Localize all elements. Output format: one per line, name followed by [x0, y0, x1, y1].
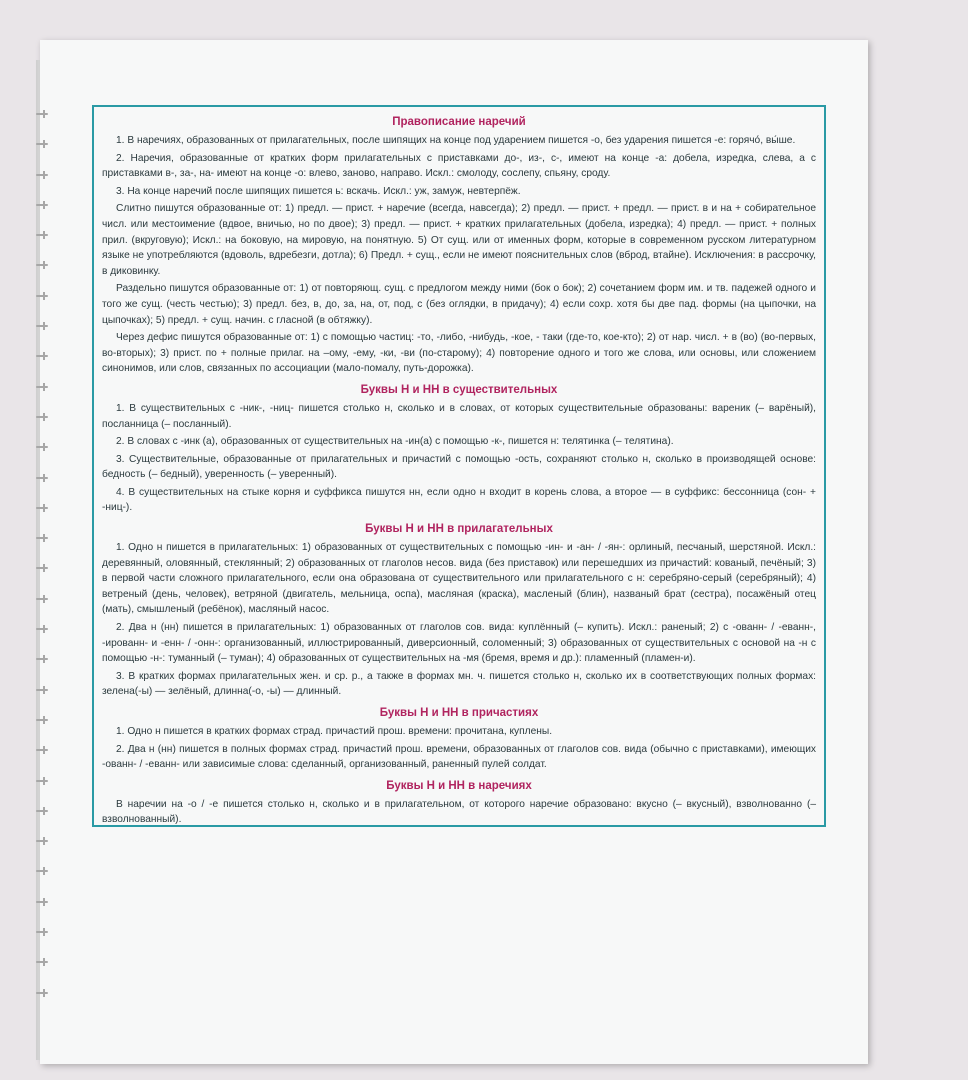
section-title: Буквы Н и НН в наречиях	[386, 779, 532, 792]
rule-paragraph: 4. В существительных на стыке корня и суффикса пишутся нн, если одно н входит в корень слова, а второе — в суффикс: бессонница (сон- + -ниц-).	[102, 486, 816, 514]
rule-paragraph: 2. Два н (нн) пишется в прилагательных: 1) образованных от глаголов сов. вида: куплённый (– купить). Искл.: раненый; 2) с -ованн- / -еванн-, -ированн- и -енн- / -онн-: организованный, иллюстрированный, диверсионный, соломенный; 3) образованных от существительных с основой на -н с помощью -н-: туманный (– туман); 4) образованных от существительных на -мя (бремя, время и др.): пламенный (пламен-и).	[102, 622, 816, 665]
rule-paragraph: 3. Существительные, образованные от прилагательных и причастий с помощью -ость, сохраняют столько н, сколько в производящей основе: бедность (– бедный), уверенность (– уверенный).	[102, 453, 816, 481]
rule-paragraph: 2. Два н (нн) пишется в полных формах страд. причастий прош. времени, образованных от глаголов сов. вида (обычно с приставками), имеющих -ованн- / -еванн- или зависимые слова: сделанный, организованный, раненный пулей солдат.	[102, 743, 816, 771]
spiral-binding	[34, 110, 50, 1019]
rule-paragraph: Раздельно пишутся образованные от: 1) от повторяющ. сущ. с предлогом между ними (бок о бок); 2) сочетанием форм им. и тв. падежей одного и того же сущ. (честь честью); 3) предл. без, в, до, за, на, от, под, с (без оглядки, в придачу); 4) если сохр. хотя бы две пад. формы (на цыпочки, на цыпочках); 5) предл. + сущ. начин. с гласной (в обтяжку).	[102, 283, 816, 326]
rule-paragraph: 2. В словах с -инк (а), образованных от существительных на -ин(а) с помощью -к-, пишется н: телятинка (– телятина).	[116, 436, 674, 448]
section-adverbs-spelling	[102, 115, 816, 377]
section-n-nn-participles	[102, 706, 816, 773]
section-title: Буквы Н и НН в причастиях	[379, 707, 539, 719]
rule-paragraph: 2. Наречия, образованные от кратких форм прилагательных с приставками до-, из-, с-, имеют на конце -а: добела, изредка, слева, а с приставками в-, за-, на- имеют на конце -о: влево, заново, направо. Искл.: смолоду, сослепу, спьяну, сроду.	[102, 152, 816, 180]
rule-paragraph: 1. В наречиях, образованных от прилагательных, после шипящих на конце под ударением пишется -о, без ударения пишется -е: горячо́, вы́ше.	[116, 135, 796, 146]
section-n-nn-adjectives	[102, 522, 816, 700]
rule-paragraph: 1. Одно н пишется в кратких формах страд. причастий прош. времени: прочитана, куплены.	[116, 726, 553, 737]
rule-paragraph: 1. В существительных с -ник-, -ниц- пишется столько н, сколько и в словах, от которых существительные образованы: вареник (– варёный), посланница (– посланный).	[102, 402, 816, 430]
rule-paragraph: 3. В кратких формах прилагательных жен. и ср. р., а также в формах мн. ч. пишется столько н, сколько их в соответствующих полных формах: зелена(-ы) — зелёный, длинна(-о, -ы) — длинный.	[102, 670, 816, 698]
rules-frame	[92, 105, 826, 827]
rule-paragraph: Через дефис пишутся образованные от: 1) с помощью частиц: -то, -либо, -нибудь, -кое, - таки (где-то, кое-кто); 2) от нар. числ. + в (во) (во-первых, во-вторых); 3) прист. по + полные прилаг. на –ому, -ему, -ки, -ви (по-старому); 4) повторение одного и того же слова, или основы, или сложением синонимов, или слов, связанных по ассоциации (мало-помалу, путь-дорожка).	[102, 332, 816, 375]
section-n-nn-adverbs	[102, 779, 816, 828]
section-title: Правописание наречий	[392, 116, 526, 128]
rule-paragraph: В наречии на -о / -е пишется столько н, сколько и в прилагательном, от которого наречие образовано: вкусно (– вкусный), взволнованно (– взволнованный).	[102, 798, 816, 826]
section-title: Буквы Н и НН в существительных	[360, 383, 558, 396]
rule-paragraph: 3. На конце наречий после шипящих пишется ь: вскачь. Искл.: уж, замуж, невтерпёж.	[116, 185, 521, 197]
rule-paragraph: Слитно пишутся образованные от: 1) предл. — прист. + наречие (всегда, навсегда); 2) предл. — прист. + предл. — прист. в и на + собирательное числ. или местоимение (вдвое, вничью, но по двое); 3) предл. — прист. + кратких прилагательных (добела, изредка); 4) предл. — прист. + полных прил. (вкруговую); Искл.: на боковую, на мировую, на понятную. 5) От сущ. или от именных форм, которые в современном русском литературном языке не употребляются (вдоволь, вдребезги, дотла); 6) Предл. + сущ., если не имеют пояснительных слов (вброд, втайне). Исключения: в рассрочку, в диковинку.	[102, 203, 816, 277]
section-n-nn-nouns	[102, 383, 816, 516]
section-title: Буквы Н и НН в прилагательных	[365, 523, 553, 536]
rule-paragraph: 1. Одно н пишется в прилагательных: 1) образованных от существительных с помощью -ин- и -ан- / -ян-: орлиный, песчаный, шерстяной. Искл.: деревянный, оловянный, стеклянный; 2) образованных от глаголов несов. вида (без приставок) или перешедших из причастий: кованый, печёный; 3) в первой части сложного прилагательного, если она образована от существительного или прилагательного с н: серебряно-серый (серебряный); 4) ветреный (день, человек), ветряной (двигатель, мельница, оспа), масляная (краска), масленый (блин), названый брат (сестра), посажёный отец (мать), смышленый (ребёнок), масляный насос.	[102, 542, 816, 616]
